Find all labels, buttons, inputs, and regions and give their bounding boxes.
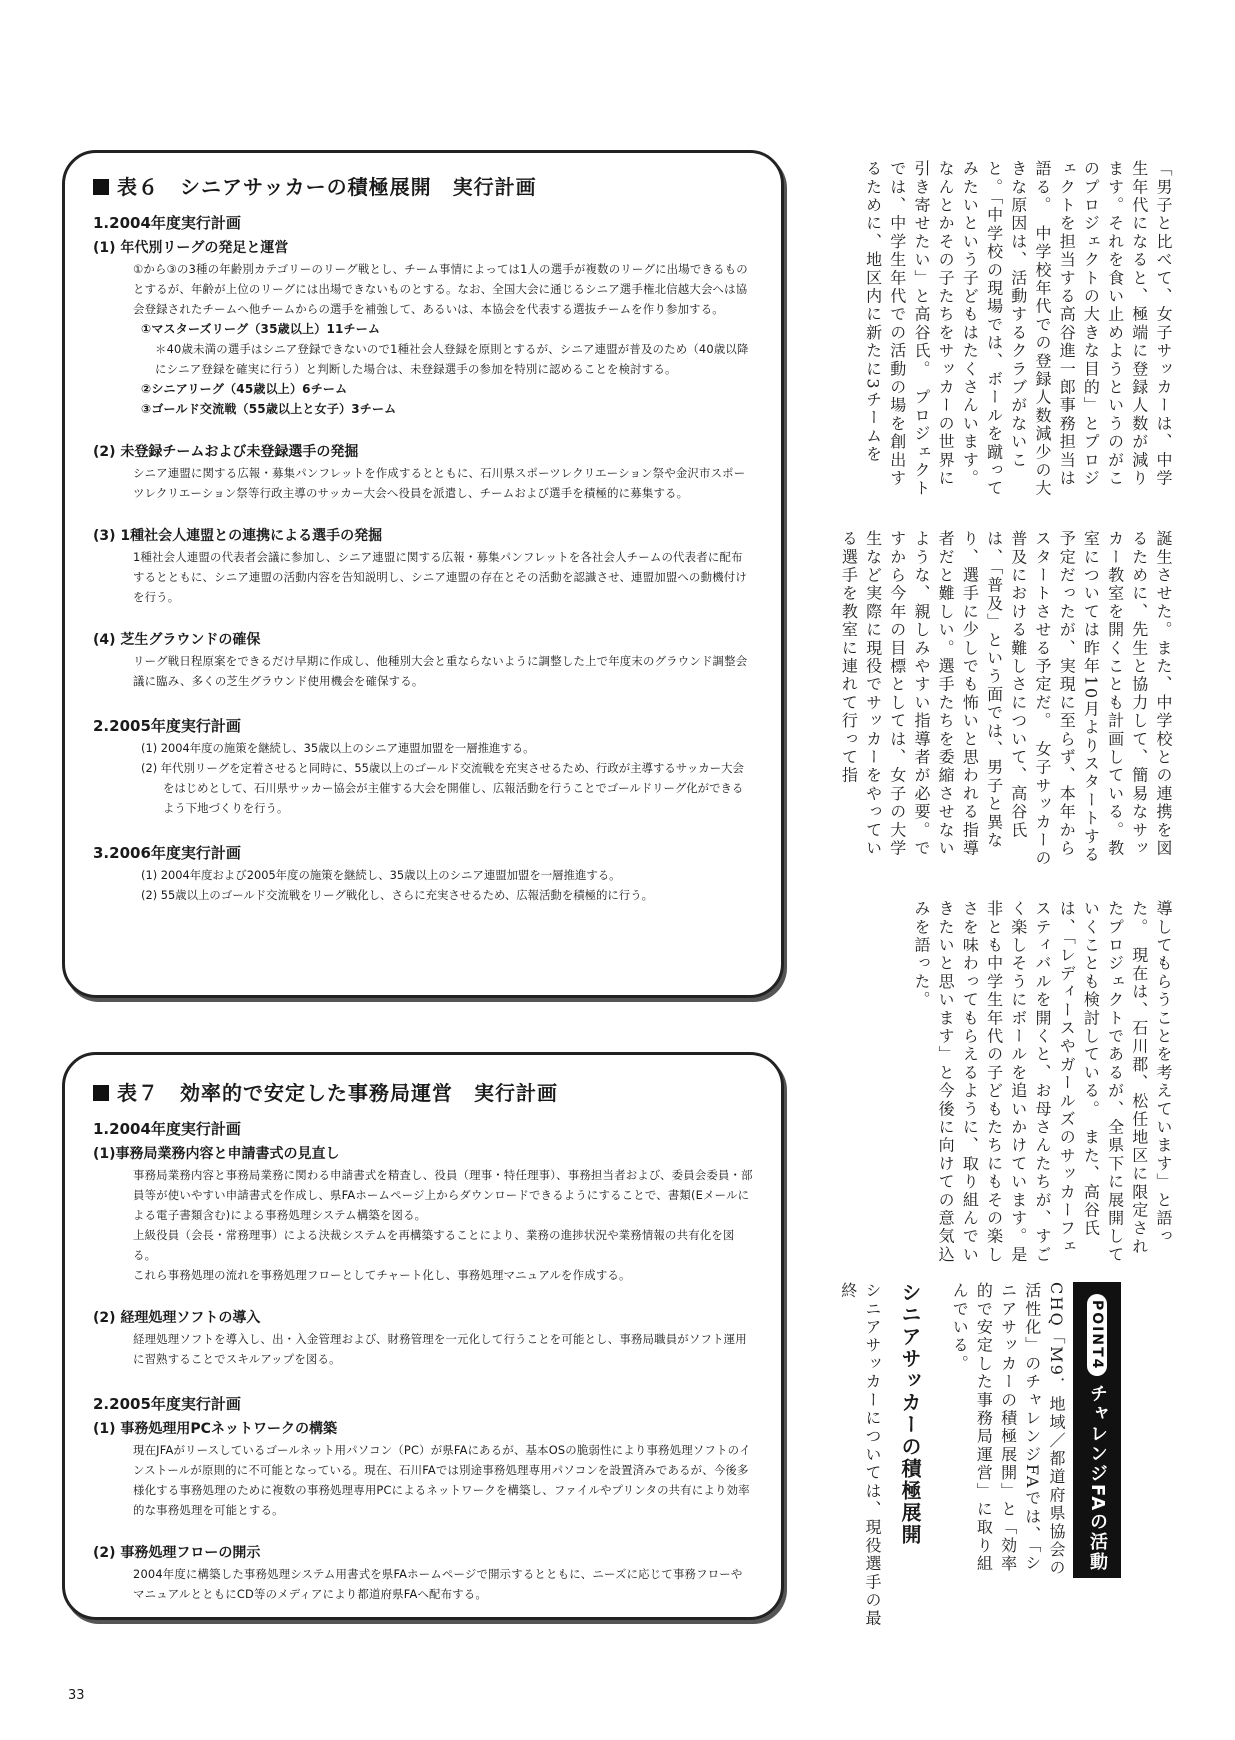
table-7-section-1: 1.2004年度実行計画 xyxy=(93,1120,241,1138)
table-6-item-1-2-text: シニア連盟に関する広報・募集パンフレットを作成するとともに、石川県スポーツレクリエーション祭や金沢市スポーツレクリエーション祭等行政主導のサッカー大会へ役員を派遣し、チームおよび選手を積極的に募集する。 xyxy=(133,466,746,500)
table-6-item-2-2: (2) 年代別リーグを定着させると同時に、55歳以上のゴールド交流戦を充実させるため、行政が主導するサッカー大会をはじめとして、石川県サッカー協会が主催する大会を開催し、広報活動を行うことでゴールドリーグ化ができるよう下地づくりを行う。 xyxy=(141,761,744,815)
table-7-box xyxy=(62,1052,784,1620)
table-6-title: 表６ シニアサッカーの積極展開 実行計画 xyxy=(93,171,753,200)
table-6-section-1: 1.2004年度実行計画 xyxy=(93,214,241,232)
table-6-box xyxy=(62,150,784,998)
table-6-item-1-4: (4) 芝生グラウンドの確保 xyxy=(93,632,261,648)
article-column-2: 誕生させた。また、中学校との連携を図るために、先生と協力して、簡易なサッカー教室を開くことも計画している。教室については昨年10月よりスタートする予定だったが、実現に至らず、本年からスタートさせる予定だ。 女子サッカーの普及における難しさについて、高谷氏は、「普及」という面では、男子と異なり、選手に少しでも怖いと思われる指導者だと難しい。選手たちを委縮させないような、親しみやすい指導者が必要。ですから今年の目標としては、女子の大学生など実際に現役でサッカーをやっている選手を教室に連れて行って指 xyxy=(839,530,1173,868)
table-6-masters-note: ＊40歳未満の選手はシニア登録できないので1種社会人登録を原則とするが、シニア連盟が普及のため（40歳以降にシニア登録を確実に行う）と判断した場合は、未登録選手の参加を特別に認めることを検討する。 xyxy=(155,342,749,376)
point-title: チャレンジFAの活動 xyxy=(1087,1384,1108,1573)
table-7-item-1-2: (2) 経理処理ソフトの導入 xyxy=(93,1310,261,1326)
table-7-item-1-1-text-3: これら事務処理の流れを事務処理フローとしてチャート化し、事務処理マニュアルを作成する。 xyxy=(133,1268,631,1282)
article-column-1: 「男子と比べて、女子サッカーは、中学生年代になると、極端に登録人数が減ります。それを食い止めようというのがこのプロジェクトの大きな目的」とプロジェクトを担当する高谷進一郎事務担当は語る。 中学校年代での登録人数減少の大きな原因は、活動するクラブがないこと。「中学校の現場では、ボールを蹴ってみたいという子どもはたくさんいます。なんとかその子たちをサッカーの世界に引き寄せたい」と高谷氏。 プロジェクトでは、中学生年代での活動の場を創出するために、地区内に新たに3チームを xyxy=(863,160,1173,498)
table-6-item-1-4-text: リーグ戦日程原案をできるだけ早期に作成し、他種別大会と重ならないように調整した上で年度末のグラウンド調整会議に臨み、多くの芝生グラウンド使用機会を確保する。 xyxy=(133,654,748,688)
table-6-item-3-2: (2) 55歳以上のゴールド交流戦をリーグ戦化し、さらに充実させるため、広報活動を積極的に行う。 xyxy=(141,888,653,902)
article-column-3: 導してもらうことを考えています」と語った。 現在は、石川郡、松任地区に限定されたプロジェクトであるが、全県下に展開していくことも検討している。 また、高谷氏は、「レディースやガールズのサッカーフェスティバルを開くと、お母さんたちが、すごく楽しそうにボールを追いかけています。是非とも中学生年代の子どもたちにもその楽しさを味わってもらえるように、取り組んでいきたいと思います」と今後に向けての意気込みを語った。 xyxy=(911,900,1173,1264)
table-7-title: 表７ 効率的で安定した事務局運営 実行計画 xyxy=(93,1077,753,1106)
table-7-item-1-1-text-1: 事務局業務内容と事務局業務に関わる申請書式を精査し、役員（理事・特任理事）、事務担当者および、委員会委員・部員等が使いやすい申請書式を作成し、県FAホームページ上からダウンロードできるようにすることで、書類(Eメールによる電子書類含む)による事務処理システム構築を図る。 xyxy=(133,1168,753,1222)
table-6-section-2: 2.2005年度実行計画 xyxy=(93,717,241,735)
table-7-item-1-1-text-2: 上級役員（会長・常務理事）による決裁システムを再構築することにより、業務の進捗状況や業務情報の共有化を図る。 xyxy=(133,1228,735,1262)
table-7-item-2-2-text: 2004年度に構築した事務処理システム用書式を県FAホームページで開示するとともに、ニーズに応じて事務フローやマニュアルとともにCD等のメディアにより都道府県FAへ配布する。 xyxy=(133,1567,743,1601)
table-7-item-2-1: (1) 事務処理用PCネットワークの構築 xyxy=(93,1421,337,1437)
table-7-item-2-1-text: 現在JFAがリースしているゴールネット用パソコン（PC）が県FAにあるが、基本OSの脆弱性により事務処理ソフトのインストールが原則的に不可能となっている。現在、石川FAでは別途事務処理専用パソコンを設置済みであるが、今後多様化する事務処理のために複数の事務処理専用PCによるネットワークを構築し、ファイルやプリンタの共有により効率的な事務処理を可能とする。 xyxy=(133,1443,751,1517)
section-heading: シニアサッカーの積極展開 xyxy=(898,1282,922,1546)
square-bullet-icon xyxy=(93,1085,109,1101)
page-number: 33 xyxy=(68,1688,85,1703)
table-7-item-2-2: (2) 事務処理フローの開示 xyxy=(93,1545,261,1561)
table-6-section-3: 3.2006年度実行計画 xyxy=(93,844,241,862)
table-6-item-2-1: (1) 2004年度の施策を継続し、35歳以上のシニア連盟加盟を一層推進する。 xyxy=(141,741,535,755)
square-bullet-icon xyxy=(93,179,109,195)
table-6-item-1-1: (1) 年代別リーグの発足と運営 xyxy=(93,240,289,256)
table-7-item-1-2-text: 経理処理ソフトを導入し、出・入金管理および、財務管理を一元化して行うことを可能とし、事務局職員がソフト運用に習熟することでスキルアップを図る。 xyxy=(133,1332,747,1366)
table-6-gold-exchange: ③ゴールド交流戦（55歳以上と女子）3チーム xyxy=(141,402,397,416)
table-6-item-1-3-text: 1種社会人連盟の代表者会議に参加し、シニア連盟に関する広報・募集パンフレットを各社会人チームの代表者に配布するとともに、シニア連盟の活動内容を告知説明し、シニア連盟の存在とその活動を認識させ、連盟加盟への動機付けを行う。 xyxy=(133,550,747,604)
point-4-banner xyxy=(1073,1282,1121,1578)
table-6-item-1-3: (3) 1種社会人連盟との連携による選手の発掘 xyxy=(93,528,383,544)
table-6-senior-league: ②シニアリーグ（45歳以上）6チーム xyxy=(141,382,348,396)
point-4-text: CHQ「M9．地域／都道府県協会の活性化」のチャレンジFAでは、「シニアサッカーの積極展開」と「効率的で安定した事務局運営」に取り組んでいる。 xyxy=(950,1282,1066,1578)
point-label: POINT4 xyxy=(1087,1294,1107,1376)
table-7-item-1-1: (1)事務局業務内容と申請書式の見直し xyxy=(93,1146,340,1162)
table-6-item-1-1-text: ①から③の3種の年齢別カテゴリーのリーグ戦とし、チーム事情によっては1人の選手が複数のリーグに出場できるものとするが、年齢が上位のリーグには出場できないものとする。なお、全国大会に通じるシニア選手権北信越大会へは協会登録されたチームへ他チームからの選手を補強して、あるいは、本協会を代表する選抜チームを作り参加する。 xyxy=(133,262,748,316)
table-6-masters-league: ①マスターズリーグ（35歳以上）11チーム xyxy=(141,322,381,336)
table-6-item-3-1: (1) 2004年度および2005年度の施策を継続し、35歳以上のシニア連盟加盟を一層推進する。 xyxy=(141,868,621,882)
senior-soccer-text: シニアサッカーについては、現役選手の最終 xyxy=(838,1282,882,1628)
table-7-section-2: 2.2005年度実行計画 xyxy=(93,1395,241,1413)
table-6-item-1-2: (2) 未登録チームおよび未登録選手の発掘 xyxy=(93,444,359,460)
